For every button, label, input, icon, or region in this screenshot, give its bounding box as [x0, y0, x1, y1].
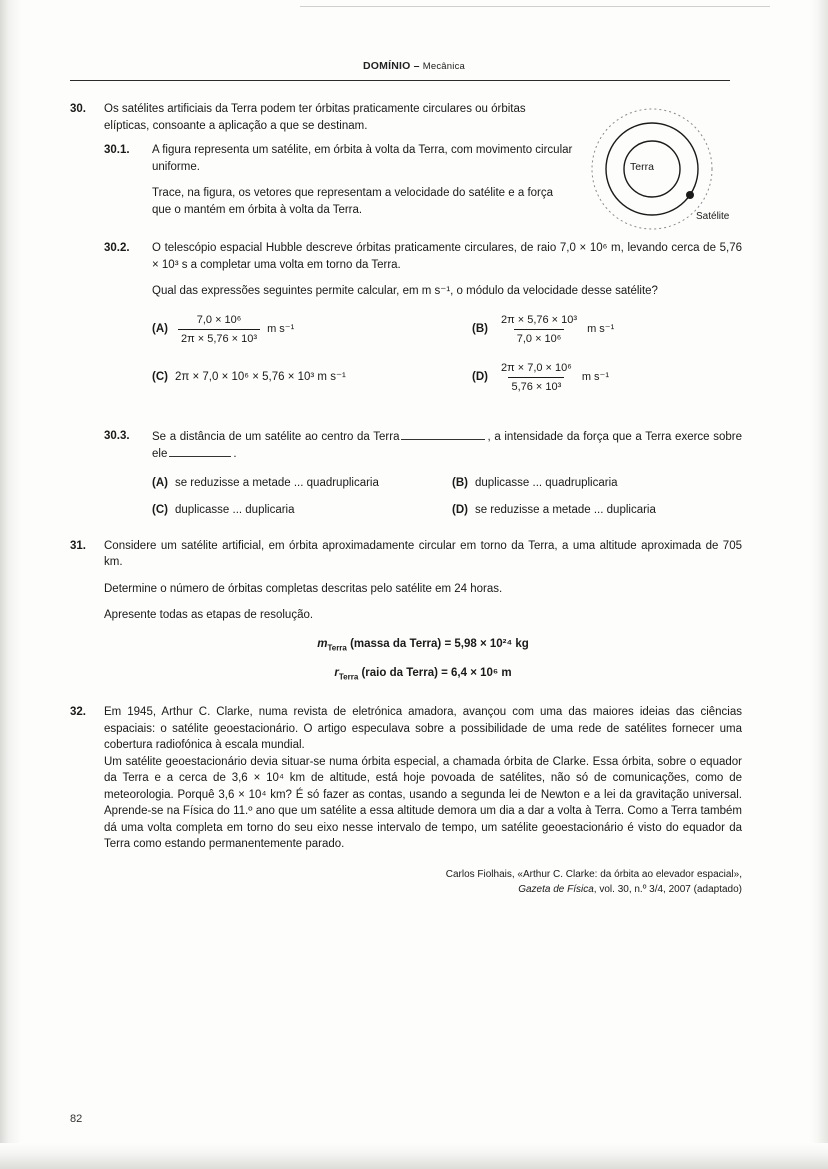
option-a-numerator: 7,0 × 10⁶	[196, 313, 242, 326]
option-a-text: se reduzisse a metade ... quadruplicaria	[174, 476, 379, 489]
question-32-para-1: Em 1945, Arthur C. Clarke, numa revista de eletrónica amadora, avançou com uma das maiores ideias das ciências espaciais: o satélite geoestacionário. O artigo especulava sobre a possibilidade de uma rede de satélites fornecer uma cobertura radiofónica à escala mundial.	[104, 706, 742, 752]
mass-symbol: m	[317, 637, 328, 650]
running-header-topic: Mecânica	[422, 61, 466, 72]
option-b-fraction	[498, 312, 580, 348]
option-c-tag: (C)	[152, 504, 168, 516]
question-32	[70, 704, 742, 897]
question-list	[70, 101, 742, 897]
option-b-tag: (B)	[472, 323, 488, 336]
option-a-fraction	[178, 312, 260, 348]
source-reference: , vol. 30, n.º 3/4, 2007 (adaptado)	[593, 883, 742, 895]
option-b-numerator: 2π × 5,76 × 10³	[500, 313, 578, 326]
option-d-numerator: 2π × 7,0 × 10⁶	[500, 361, 572, 374]
question-30-3-number: 30.3.	[104, 429, 130, 442]
source-line-1: Carlos Fiolhais, «Arthur C. Clarke: da órbita ao elevador espacial»,	[445, 868, 742, 880]
page-number: 82	[70, 1113, 83, 1125]
question-30-2-para-1: O telescópio espacial Hubble descreve órbitas praticamente circulares, de raio 7,0 × 10⁶ m, levando cerca de 5,76 × 10³ s a completar uma volta em torno da Terra.	[152, 242, 742, 271]
radius-value: (raio da Terra) = 6,4 × 10⁶ m	[358, 667, 512, 680]
question-31-para-3: Apresente todas as etapas de resolução.	[104, 609, 314, 621]
question-30-2-options	[152, 312, 742, 396]
orbit-diagram-svg	[584, 103, 756, 243]
option-b-text: duplicasse ... quadruplicaria	[474, 476, 618, 489]
radius-subscript: Terra	[338, 672, 359, 682]
mass-subscript: Terra	[327, 642, 347, 652]
page-right-shadow	[810, 0, 828, 1169]
answer-blank-2[interactable]	[169, 445, 231, 457]
question-32-number: 32.	[70, 706, 86, 719]
source-line-2	[104, 882, 742, 897]
question-31-number: 31.	[70, 539, 86, 552]
option-a[interactable]	[152, 475, 452, 492]
question-30-1-para-2: Trace, na figura, os vetores que representam a velocidade do satélite e a força que o mantém em órbita à volta da Terra.	[152, 187, 554, 216]
running-header-dash: –	[410, 60, 423, 72]
option-b[interactable]	[472, 312, 742, 348]
option-c[interactable]	[152, 502, 452, 519]
figure-label-earth: Terra	[630, 161, 654, 173]
question-30-number: 30.	[70, 103, 86, 115]
question-30-3	[104, 428, 742, 530]
option-d-unit: m s⁻¹	[581, 371, 610, 384]
option-c-text: duplicasse ... duplicaria	[174, 504, 295, 516]
radius-symbol: r	[334, 667, 339, 680]
option-b-tag: (B)	[452, 476, 468, 489]
mass-value: (massa da Terra) = 5,98 × 10²⁴ kg	[346, 637, 529, 650]
source-publication: Gazeta de Física	[518, 883, 594, 895]
option-d-tag: (D)	[472, 371, 488, 384]
page-left-shadow	[0, 0, 22, 1169]
option-d-denominator: 5,76 × 10³	[508, 377, 564, 396]
question-30-3-stem-part-1: Se a distância de um satélite ao centro da Terra	[152, 430, 400, 443]
question-30-1-number: 30.1.	[104, 144, 130, 156]
question-31	[70, 538, 742, 687]
question-30-3-stem-part-2: , a intensidade da força que a Terra exerce sobre ele	[152, 430, 742, 460]
option-d-text: se reduzisse a metade ... duplicaria	[474, 504, 656, 516]
question-30-3-options	[152, 475, 742, 519]
option-a-unit: m s⁻¹	[267, 323, 295, 336]
question-31-data-radius	[104, 665, 742, 686]
option-c-text: 2π × 7,0 × 10⁶ × 5,76 × 10³ m s⁻¹	[174, 371, 346, 384]
option-a[interactable]	[152, 312, 472, 348]
option-c[interactable]	[152, 360, 472, 396]
option-a-tag: (A)	[152, 476, 168, 489]
page-content	[48, 0, 780, 1169]
question-30-3-stem-part-3: .	[233, 448, 237, 460]
option-d-fraction	[498, 360, 575, 396]
question-30-2-number: 30.2.	[104, 242, 130, 254]
satellite-orbit-figure	[584, 103, 756, 243]
question-31-para-2: Determine o número de órbitas completas descritas pelo satélite em 24 horas.	[104, 582, 503, 595]
option-b[interactable]	[452, 475, 742, 492]
option-b-denominator: 7,0 × 10⁶	[514, 329, 565, 348]
figure-label-satellite: Satélite	[696, 211, 730, 222]
option-a-denominator: 2π × 5,76 × 10³	[178, 329, 260, 348]
running-header	[48, 0, 780, 72]
option-d[interactable]	[452, 502, 742, 519]
question-30-2-para-2: Qual das expressões seguintes permite calcular, em m s⁻¹, o módulo da velocidade desse satélite?	[152, 285, 658, 297]
question-30-2	[104, 240, 742, 408]
option-c-tag: (C)	[152, 371, 168, 384]
option-a-tag: (A)	[152, 323, 168, 336]
question-30-3-stem	[152, 428, 742, 463]
question-30-1	[104, 142, 574, 218]
question-31-data-mass	[104, 636, 742, 657]
question-31-para-1: Considere um satélite artificial, em órbita aproximadamente circular em torno da Terra, a uma altitude aproximada de 705 km.	[104, 539, 742, 568]
option-d-tag: (D)	[452, 504, 468, 516]
option-d[interactable]	[472, 360, 742, 396]
question-32-para-2: Um satélite geoestacionário devia situar-se numa órbita especial, a chamada órbita de Clarke. Essa órbita, sobre o equador da Terra e a cerca de 3,6 × 10⁴ km de altitude, está hoje povoada de satélites, não só de comunicações, como de meteorologia. Porquê 3,6 × 10⁴ km? É só fazer as contas, usando a segunda lei de Newton e a lei da gravitação universal. Aprende-se na Física do 11.º ano que um satélite a essa altitude demora um dia a dar a volta à Terra. Como a Terra também dá uma volta completa em torno do seu eixo nesse intervalo de tempo, um satélite geoestacionário é visto do equador da Terra como estando permanentemente parado.	[104, 755, 742, 851]
question-30-1-para-1: A figura representa um satélite, em órbita à volta da Terra, com movimento circular uniforme.	[152, 144, 573, 173]
answer-blank-1[interactable]	[401, 428, 485, 440]
question-30-stem: Os satélites artificiais da Terra podem ter órbitas praticamente circulares ou órbitas elípticas, consoante a aplicação a que se destinam.	[104, 103, 526, 132]
option-b-unit: m s⁻¹	[587, 323, 615, 336]
question-32-source	[104, 867, 742, 897]
header-rule	[70, 80, 730, 81]
running-header-domain: DOMÍNIO	[362, 60, 411, 72]
